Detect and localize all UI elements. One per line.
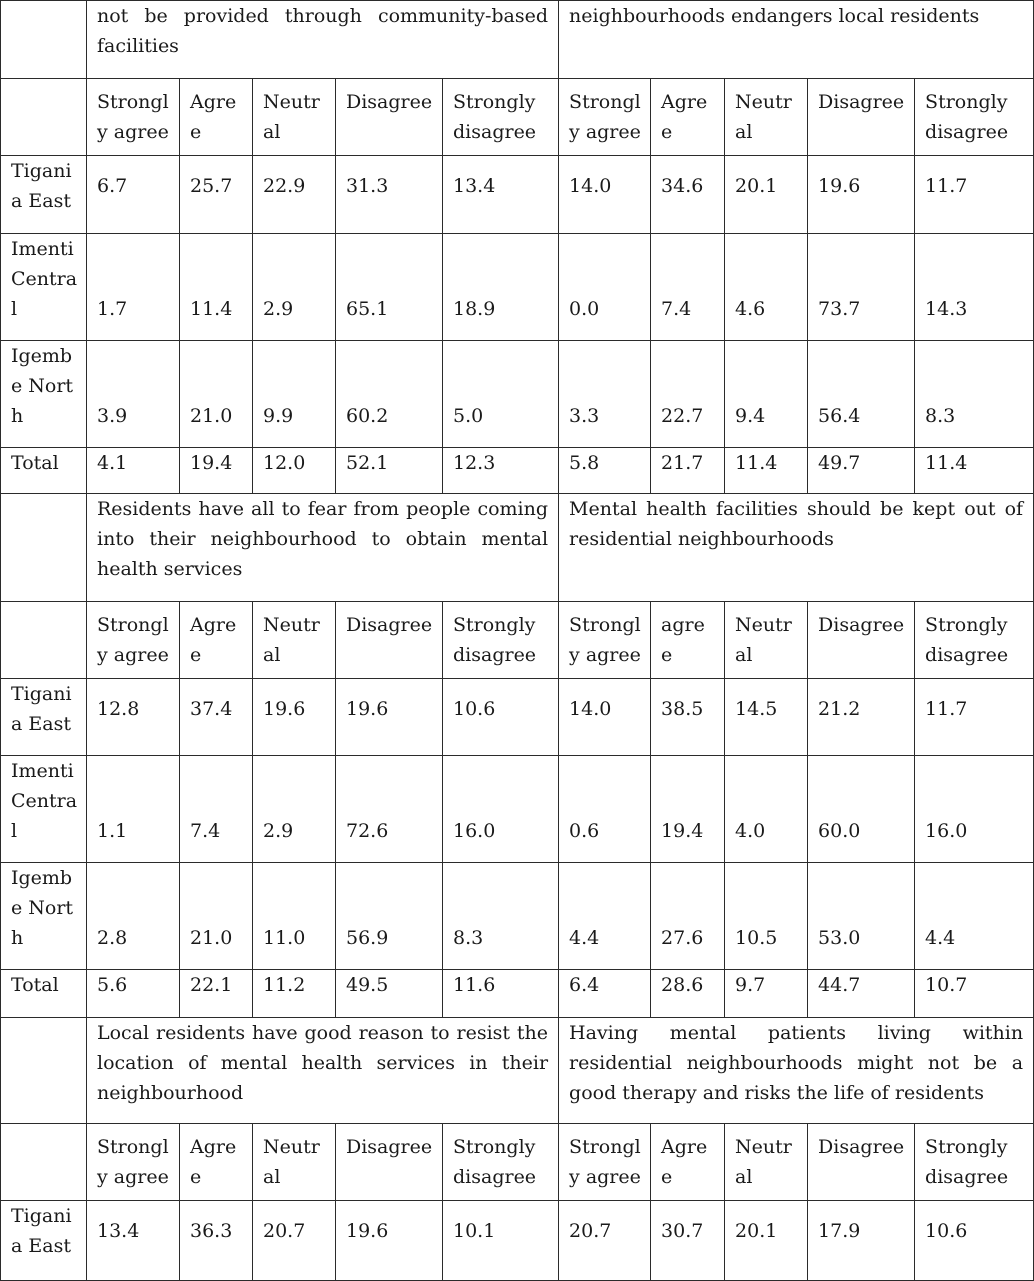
value-cell: 65.1	[336, 234, 443, 341]
response-header: Strongly disagree	[443, 79, 559, 156]
table-row	[1, 341, 1034, 448]
statement-row	[1, 494, 1034, 602]
value-cell: 19.4	[180, 448, 253, 494]
response-header: Disagree	[808, 79, 915, 156]
value-cell: 52.1	[336, 448, 443, 494]
response-header-row	[1, 602, 1034, 679]
value-cell: 22.7	[651, 341, 725, 448]
region-label: Tigania East	[1, 1201, 87, 1281]
value-cell: 5.0	[443, 341, 559, 448]
value-cell: 8.3	[915, 341, 1034, 448]
value-cell: 60.0	[808, 756, 915, 863]
value-cell: 10.6	[915, 1201, 1034, 1281]
value-cell: 11.2	[253, 970, 336, 1018]
region-label: Imenti Central	[1, 756, 87, 863]
response-header: Strongly disagree	[443, 1124, 559, 1201]
value-cell: 13.4	[443, 156, 559, 234]
response-header: agree	[651, 602, 725, 679]
value-cell: 5.8	[559, 448, 651, 494]
value-cell: 19.4	[651, 756, 725, 863]
value-cell: 16.0	[915, 756, 1034, 863]
region-label: Total	[1, 970, 87, 1018]
statement-cell: Having mental patients living within residential neighbourhoods might not be a good therapy and risks the life of residents	[559, 1018, 1034, 1124]
value-cell: 20.1	[725, 156, 808, 234]
value-cell: 7.4	[651, 234, 725, 341]
value-cell: 1.1	[87, 756, 180, 863]
response-header-row	[1, 79, 1034, 156]
response-header: Agree	[651, 79, 725, 156]
value-cell: 56.4	[808, 341, 915, 448]
value-cell: 14.0	[559, 679, 651, 756]
region-label: Imenti Central	[1, 234, 87, 341]
statement-cell: Local residents have good reason to resist the location of mental health services in their neighbourhood	[87, 1018, 559, 1124]
value-cell: 30.7	[651, 1201, 725, 1281]
value-cell: 60.2	[336, 341, 443, 448]
value-cell: 8.3	[443, 863, 559, 970]
value-cell: 4.4	[559, 863, 651, 970]
value-cell: 36.3	[180, 1201, 253, 1281]
response-header: Neutral	[725, 602, 808, 679]
corner-cell	[1, 1018, 87, 1124]
value-cell: 22.9	[253, 156, 336, 234]
value-cell: 20.7	[559, 1201, 651, 1281]
corner-cell	[1, 1124, 87, 1201]
response-header-row	[1, 1124, 1034, 1201]
value-cell: 12.8	[87, 679, 180, 756]
value-cell: 16.0	[443, 756, 559, 863]
value-cell: 38.5	[651, 679, 725, 756]
value-cell: 3.3	[559, 341, 651, 448]
value-cell: 44.7	[808, 970, 915, 1018]
value-cell: 12.0	[253, 448, 336, 494]
table-row	[1, 234, 1034, 341]
statement-row	[1, 1, 1034, 79]
value-cell: 1.7	[87, 234, 180, 341]
value-cell: 20.1	[725, 1201, 808, 1281]
value-cell: 72.6	[336, 756, 443, 863]
value-cell: 53.0	[808, 863, 915, 970]
value-cell: 11.0	[253, 863, 336, 970]
value-cell: 18.9	[443, 234, 559, 341]
response-header: Strongly disagree	[915, 1124, 1034, 1201]
value-cell: 11.4	[725, 448, 808, 494]
total-row	[1, 448, 1034, 494]
value-cell: 21.0	[180, 863, 253, 970]
statement-cell: not be provided through community-based facilities	[87, 1, 559, 79]
value-cell: 11.6	[443, 970, 559, 1018]
value-cell: 2.9	[253, 234, 336, 341]
value-cell: 11.4	[180, 234, 253, 341]
value-cell: 9.4	[725, 341, 808, 448]
response-header: Strongly disagree	[915, 602, 1034, 679]
response-header: Disagree	[336, 602, 443, 679]
table-body	[1, 1, 1034, 1281]
response-header: Agree	[180, 602, 253, 679]
value-cell: 21.0	[180, 341, 253, 448]
corner-cell	[1, 602, 87, 679]
response-header: Agree	[180, 79, 253, 156]
value-cell: 5.6	[87, 970, 180, 1018]
response-header: Neutral	[253, 1124, 336, 1201]
value-cell: 49.5	[336, 970, 443, 1018]
value-cell: 2.9	[253, 756, 336, 863]
value-cell: 9.9	[253, 341, 336, 448]
region-label: Tigania East	[1, 679, 87, 756]
value-cell: 11.4	[915, 448, 1034, 494]
response-header: Strongly disagree	[443, 602, 559, 679]
response-header: Agree	[651, 1124, 725, 1201]
response-header: Disagree	[336, 79, 443, 156]
corner-cell	[1, 79, 87, 156]
region-label: Igembe North	[1, 341, 87, 448]
value-cell: 21.7	[651, 448, 725, 494]
value-cell: 56.9	[336, 863, 443, 970]
value-cell: 49.7	[808, 448, 915, 494]
corner-cell	[1, 1, 87, 79]
response-header: Strongly agree	[87, 602, 180, 679]
value-cell: 19.6	[253, 679, 336, 756]
response-header: Disagree	[808, 602, 915, 679]
value-cell: 28.6	[651, 970, 725, 1018]
value-cell: 14.0	[559, 156, 651, 234]
response-header: Strongly agree	[87, 1124, 180, 1201]
value-cell: 11.7	[915, 679, 1034, 756]
value-cell: 11.7	[915, 156, 1034, 234]
value-cell: 14.5	[725, 679, 808, 756]
value-cell: 6.4	[559, 970, 651, 1018]
table-row	[1, 756, 1034, 863]
table-row	[1, 156, 1034, 234]
value-cell: 7.4	[180, 756, 253, 863]
response-header: Strongly agree	[559, 79, 651, 156]
response-header: Strongly disagree	[915, 79, 1034, 156]
response-header: Strongly agree	[87, 79, 180, 156]
value-cell: 0.6	[559, 756, 651, 863]
value-cell: 12.3	[443, 448, 559, 494]
value-cell: 9.7	[725, 970, 808, 1018]
value-cell: 6.7	[87, 156, 180, 234]
value-cell: 19.6	[808, 156, 915, 234]
value-cell: 73.7	[808, 234, 915, 341]
value-cell: 13.4	[87, 1201, 180, 1281]
response-header: Strongly agree	[559, 1124, 651, 1201]
value-cell: 37.4	[180, 679, 253, 756]
response-header: Neutral	[725, 79, 808, 156]
table-row	[1, 863, 1034, 970]
value-cell: 4.1	[87, 448, 180, 494]
value-cell: 31.3	[336, 156, 443, 234]
value-cell: 14.3	[915, 234, 1034, 341]
response-header: Neutral	[253, 602, 336, 679]
value-cell: 34.6	[651, 156, 725, 234]
value-cell: 19.6	[336, 679, 443, 756]
statement-cell: Mental health facilities should be kept out of residential neighbourhoods	[559, 494, 1034, 602]
value-cell: 10.1	[443, 1201, 559, 1281]
table-row	[1, 1201, 1034, 1281]
value-cell: 3.9	[87, 341, 180, 448]
statement-row	[1, 1018, 1034, 1124]
response-header: Neutral	[725, 1124, 808, 1201]
value-cell: 4.6	[725, 234, 808, 341]
response-header: Disagree	[808, 1124, 915, 1201]
region-label: Igembe North	[1, 863, 87, 970]
value-cell: 10.5	[725, 863, 808, 970]
total-row	[1, 970, 1034, 1018]
corner-cell	[1, 494, 87, 602]
value-cell: 4.4	[915, 863, 1034, 970]
value-cell: 4.0	[725, 756, 808, 863]
value-cell: 25.7	[180, 156, 253, 234]
value-cell: 17.9	[808, 1201, 915, 1281]
response-header: Agree	[180, 1124, 253, 1201]
region-label: Tigania East	[1, 156, 87, 234]
table-row	[1, 679, 1034, 756]
value-cell: 22.1	[180, 970, 253, 1018]
response-header: Strongly agree	[559, 602, 651, 679]
value-cell: 21.2	[808, 679, 915, 756]
response-header: Disagree	[336, 1124, 443, 1201]
value-cell: 10.7	[915, 970, 1034, 1018]
value-cell: 10.6	[443, 679, 559, 756]
region-label: Total	[1, 448, 87, 494]
value-cell: 0.0	[559, 234, 651, 341]
response-header: Neutral	[253, 79, 336, 156]
value-cell: 2.8	[87, 863, 180, 970]
value-cell: 19.6	[336, 1201, 443, 1281]
value-cell: 27.6	[651, 863, 725, 970]
statement-cell: Residents have all to fear from people coming into their neighbourhood to obtain mental health services	[87, 494, 559, 602]
value-cell: 20.7	[253, 1201, 336, 1281]
statement-cell: neighbourhoods endangers local residents	[559, 1, 1034, 79]
